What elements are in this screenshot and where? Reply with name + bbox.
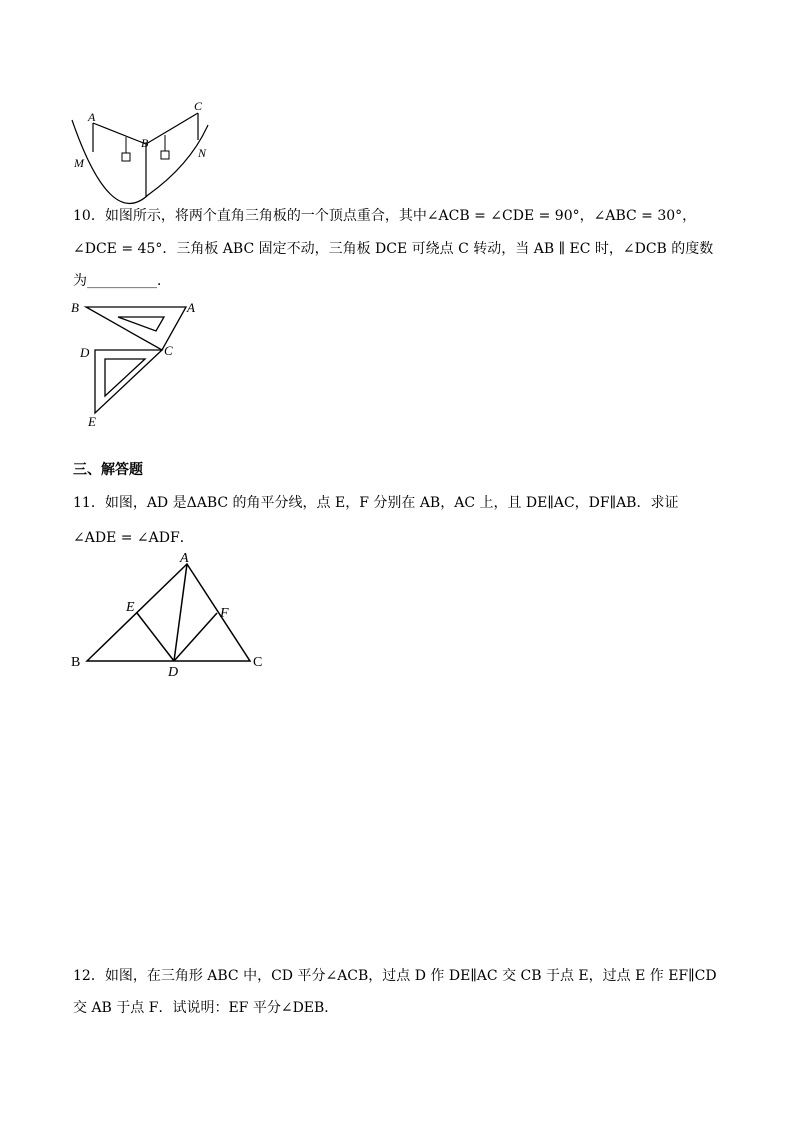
label-e: E — [126, 600, 135, 615]
q10-line-3: 为__________． — [73, 273, 171, 289]
q10-line-2: ∠DCE = 45°．三角板 ABC 固定不动，三角板 DCE 可绕点 C 转动，当 AB ∥ EC 时，∠DCB 的度数 — [73, 241, 714, 257]
label-e: E — [88, 414, 96, 429]
figure-balance-parabola — [60, 95, 220, 205]
segment-ad — [174, 564, 187, 661]
segment-df — [174, 613, 217, 661]
q10-line-1: 10．如图所示，将两个直角三角板的一个顶点重合，其中∠ACB = ∠CDE = 90°，∠ABC = 30°， — [73, 208, 697, 224]
label-a: A — [180, 551, 189, 566]
segment-de — [137, 613, 174, 661]
q12-line-2: 交 AB 于点 F．试说明：EF 平分∠DEB． — [73, 1000, 339, 1016]
label-d: D — [80, 345, 90, 360]
label-f: F — [220, 606, 229, 621]
figure-set-squares — [68, 295, 203, 435]
figure-triangle-angle-bisector — [65, 550, 275, 680]
weight-2 — [161, 151, 169, 159]
label-c: C — [253, 655, 263, 670]
triangle-dce-inner — [105, 359, 145, 396]
label-d: D — [168, 665, 179, 680]
q11-line-1: 11．如图，AD 是ΔABC 的角平分线，点 E，F 分别在 AB，AC 上，且 DE∥AC，DF∥AB．求证 — [73, 495, 679, 511]
q12-line-1: 12．如图，在三角形 ABC 中，CD 平分∠ACB，过点 D 作 DE∥AC 交 CB 于点 E，过点 E 作 EF∥CD — [73, 968, 717, 984]
label-b: B — [71, 300, 79, 315]
label-b: B — [141, 136, 149, 150]
q11-line-2: ∠ADE = ∠ADF． — [73, 530, 194, 546]
label-c: C — [164, 343, 173, 358]
label-n: N — [198, 146, 207, 160]
label-m: M — [74, 156, 84, 170]
label-b: B — [71, 655, 81, 670]
weight-1 — [122, 153, 130, 161]
label-c: C — [194, 99, 203, 113]
label-a: A — [88, 110, 96, 124]
label-a: A — [187, 300, 195, 315]
section-title: 三、解答题 — [73, 462, 143, 478]
